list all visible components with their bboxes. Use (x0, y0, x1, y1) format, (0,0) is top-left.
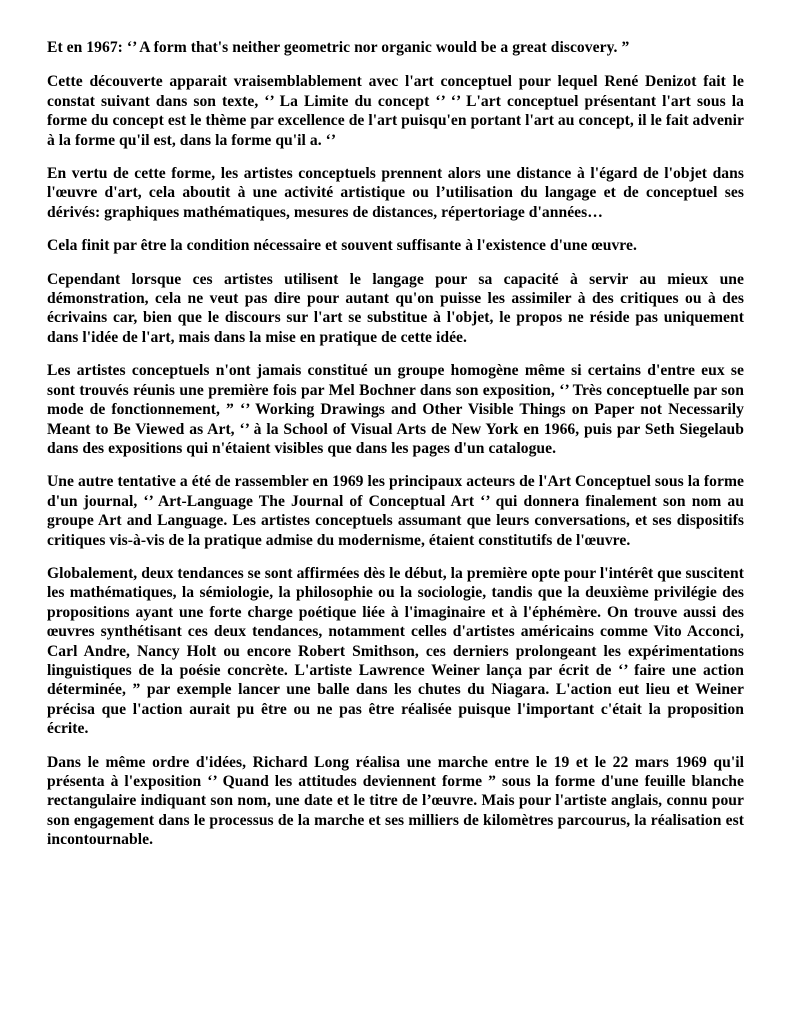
document-page (47, 38, 744, 864)
paragraph-4: Cela finit par être la condition nécessaire et souvent suffisante à l'existence d'une œuvre. (47, 237, 637, 255)
paragraph-6: Les artistes conceptuels n'ont jamais constitué un groupe homogène même si certains d'entre eux se sont trouvés réunis une première fois par Mel Bochner dans son exposition, ‘’ Très conceptuelle par son mode de fonctionnement, ” ‘’ Working Drawings and Other Visible Things on Paper not Necessarily Meant to Be Viewed as Art, ‘’ à la School of Visual Arts de New York en 1966, puis par Seth Siegelaub dans des expositions qui n'étaient visibles que dans les pages d'un catalogue. (47, 362, 744, 457)
paragraph-7: Une autre tentative a été de rassembler en 1969 les principaux acteurs de l'Art Conceptuel sous la forme d'un journal, ‘’ Art-Language The Journal of Conceptual Art ‘’ qui donnera finalement son nom au groupe Art and Language. Les artistes conceptuels assumant que leurs conversations, et ses dispositifs critiques vis-à-vis de la pratique admise du modernisme, étaient constitutifs de l'œuvre. (47, 473, 744, 549)
paragraph-8: Globalement, deux tendances se sont affirmées dès le début, la première opte pour l'intérêt que suscitent les mathématiques, la sémiologie, la philosophie ou la sociologie, tandis que la deuxième privilégie des propositions ayant une forte charge poétique liée à l'imaginaire et à l'éphémère. On trouve aussi des œuvres synthétisant ces deux tendances, notamment celles d'artistes américains comme Vito Acconci, Carl Andre, Nancy Holt ou encore Robert Smithson, ces derniers prolongeant les expérimentations linguistiques de la poésie concrète. L'artiste Lawrence Weiner lança par écrit de ‘’ faire une action déterminée, ” par exemple lancer une balle dans les chutes du Niagara. L'action eut lieu et Weiner précisa que l'action aurait pu être ou ne pas être réalisée puisque l'important c'était la proposition écrite. (47, 564, 744, 738)
paragraph-3: En vertu de cette forme, les artistes conceptuels prennent alors une distance à l'égard de l'objet dans l'œuvre d'art, cela aboutit à une activité artistique ou l’utilisation du langage et de conceptuel ses dérivés: graphiques mathématiques, mesures de distances, répertoriage d'années… (47, 165, 744, 221)
paragraph-1: Et en 1967: ‘’ A form that's neither geometric nor organic would be a great discovery. ” (47, 39, 630, 56)
paragraph-9: Dans le même ordre d'idées, Richard Long réalisa une marche entre le 19 et le 22 mars 1969 qu'il présenta à l'exposition ‘’ Quand les attitudes deviennent forme ” sous la forme d'une feuille blanche rectangulaire indiquant son nom, une date et le titre de l’œuvre. Mais pour l'artiste anglais, connu pour son engagement dans le processus de la marche et ses milliers de kilomètres parcourus, la réalisation est incontournable. (47, 753, 744, 849)
paragraph-5: Cependant lorsque ces artistes utilisent le langage pour sa capacité à servir au mieux une démonstration, cela ne veut pas dire pour autant qu'on puisse les assimiler à des critiques ou à des écrivains car, bien que le discours sur l'art se substitue à l'objet, le propos ne réside pas uniquement dans l'idée de l'art, mais dans la mise en pratique de cette idée. (47, 270, 744, 346)
paragraph-2: Cette découverte apparait vraisemblablement avec l'art conceptuel pour lequel René Denizot fait le constat suivant dans son texte, ‘’ La Limite du concept ‘’ ‘’ L'art conceptuel présentant l'art sous la forme du concept est le thème par excellence de l'art puisqu'en portant l'art au concept, il le fait advenir à la forme qu'il est, dans la forme qu'il a. ‘’ (47, 73, 744, 149)
